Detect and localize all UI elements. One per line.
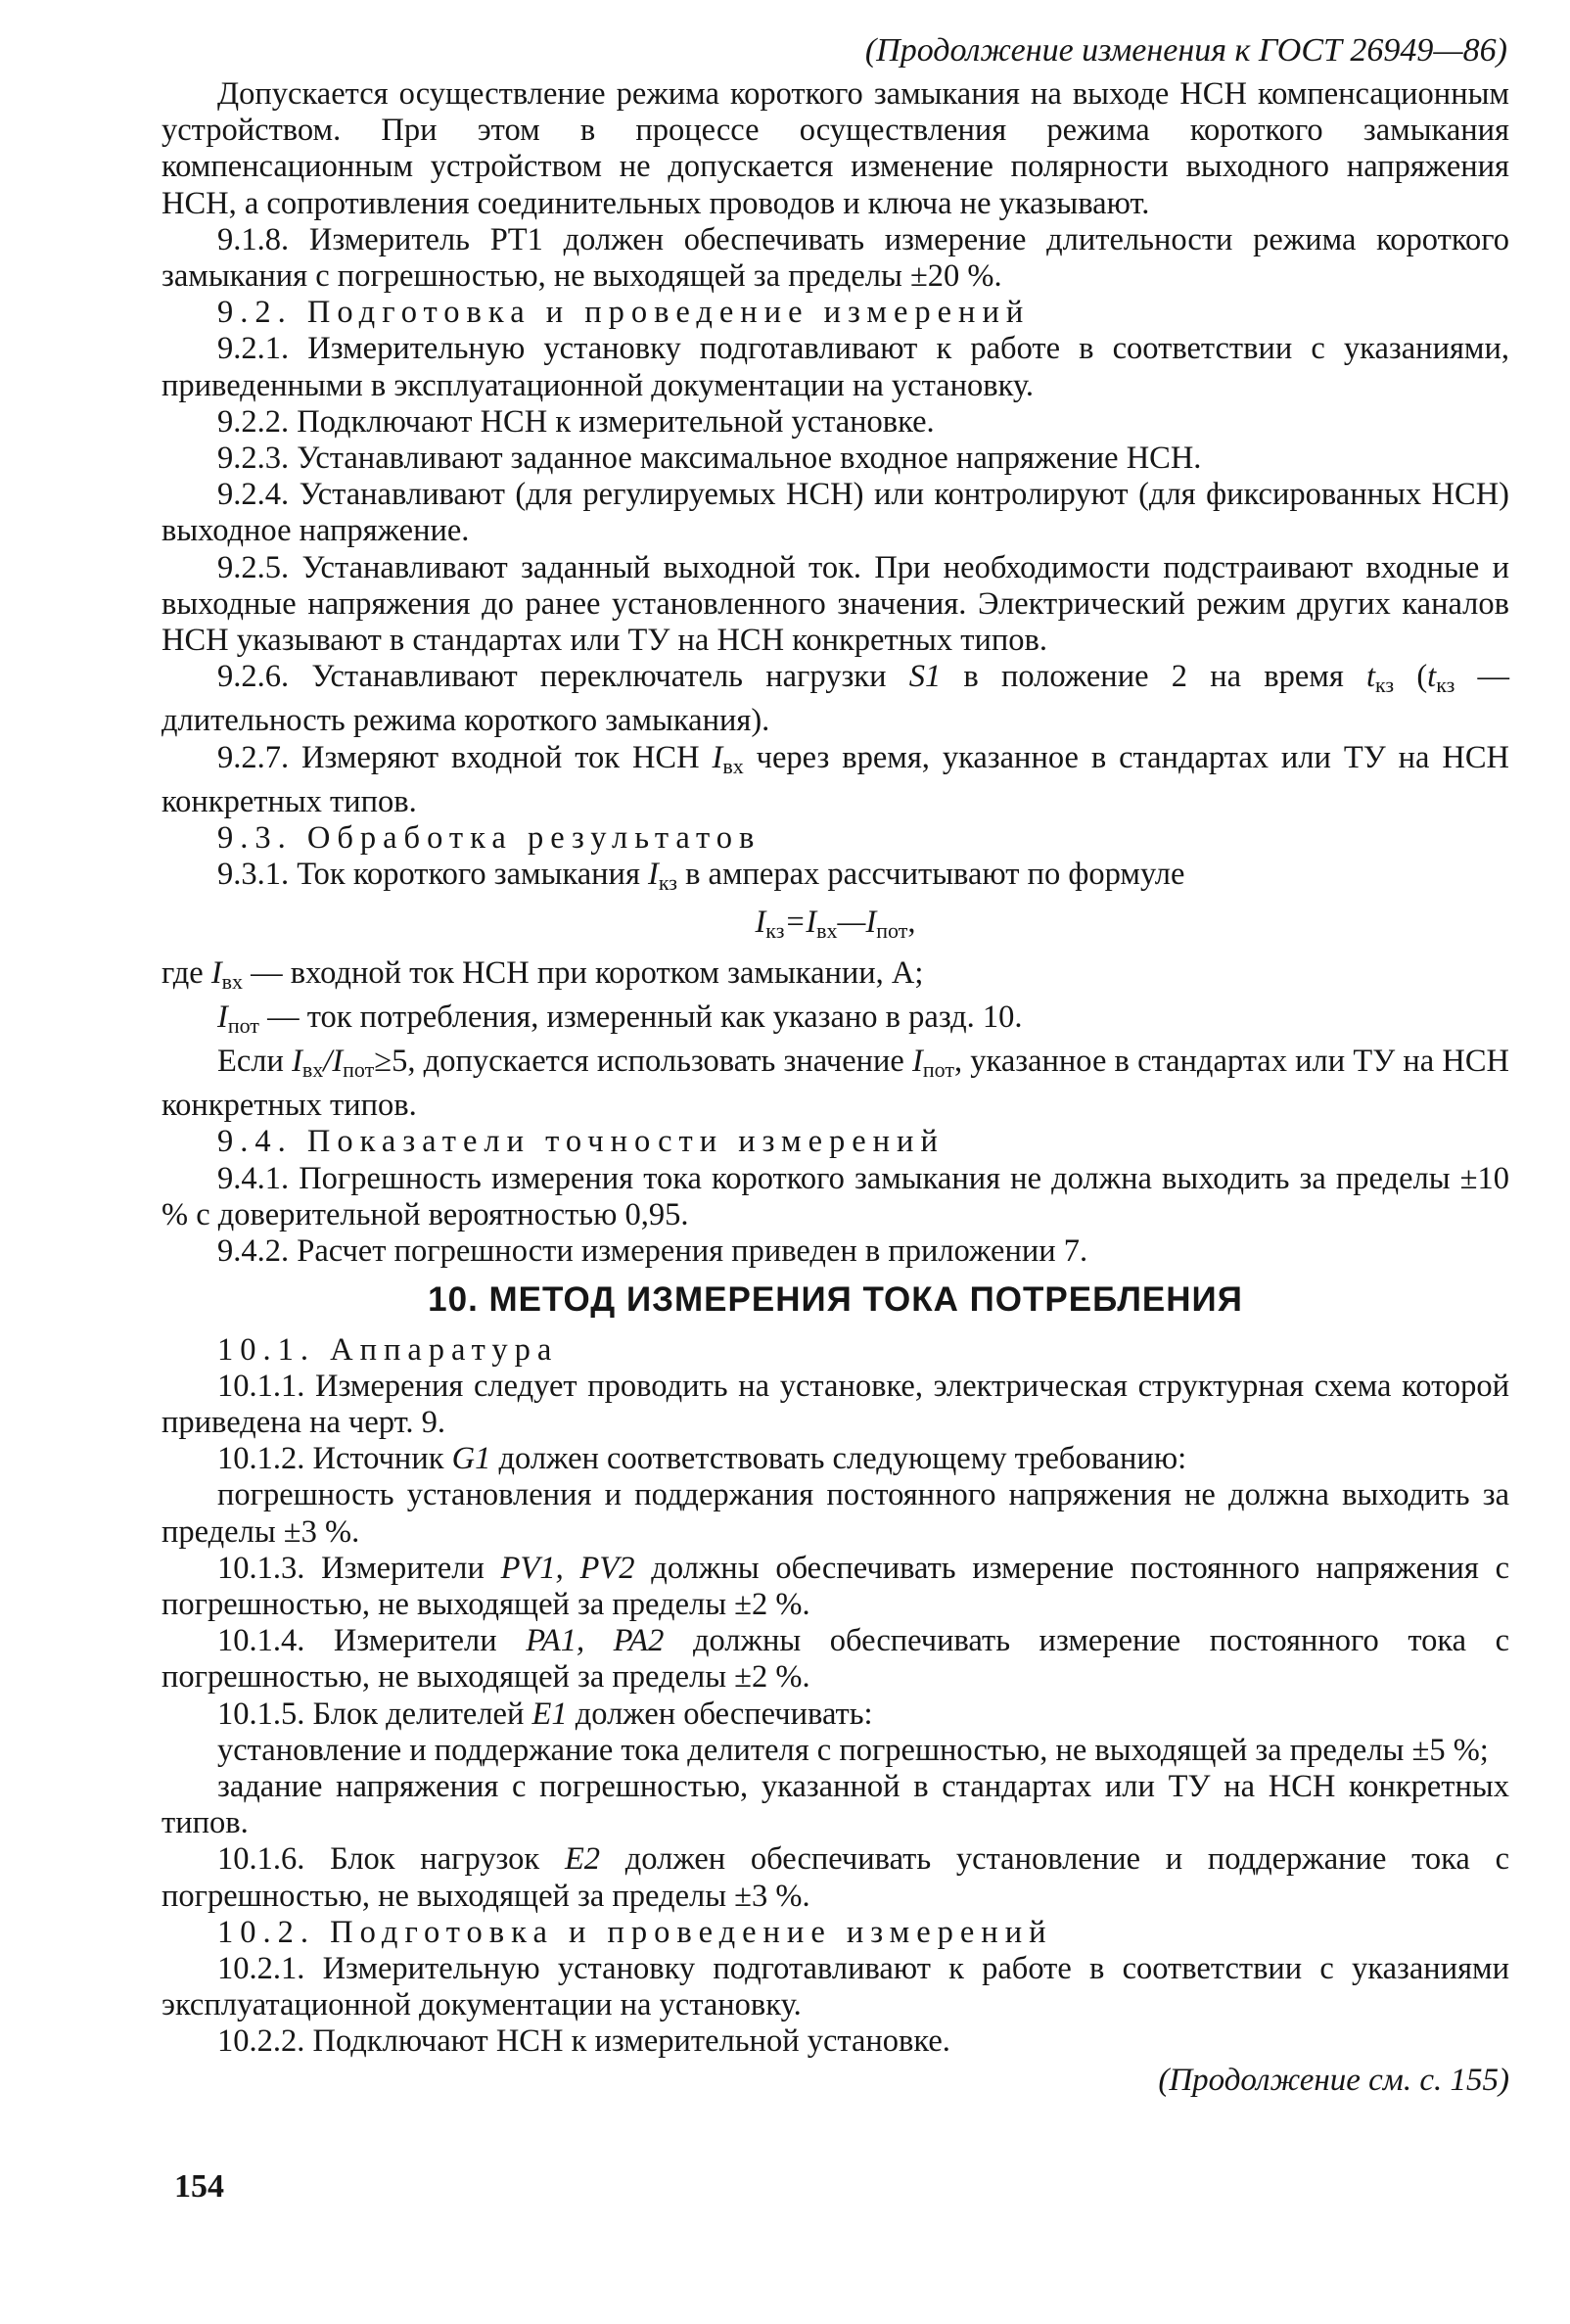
section-9-4-heading: 9.4. Показатели точности измерений xyxy=(217,1124,945,1160)
page-number: 154 xyxy=(174,2168,224,2205)
clause-9-1-8: 9.1.8. Измеритель PT1 должен обеспечивать измерение длительности режима короткого замыкания с погрешностью, не выходящей за пределы ±20 %. xyxy=(162,221,1509,295)
formula-legend-1: где $I_{вх}$ — входной ток НСН при коротком замыкании, А; xyxy=(162,954,924,994)
clause-10-2-1: 10.2.1. Измерительную установку подготавливают к работе в соответствии с указаниями эксплуатационной документации на установку. xyxy=(162,1950,1509,2023)
clause-9-4-1: 9.4.1. Погрешность измерения тока короткого замыкания не должна выходить за пределы ±10 % с доверительной вероятностью 0,95. xyxy=(162,1160,1509,1232)
formula-legend-2: $I_{пот}$ — ток потребления, измеренный как указано в разд. 10. xyxy=(217,999,1023,1038)
clause-9-2-2: 9.2.2. Подключают НСН к измерительной установке. xyxy=(217,403,935,440)
section-10-2-heading: 10.2. Подготовка и проведение измерений xyxy=(217,1914,1053,1950)
continuation-note: (Продолжение см. с. 155) xyxy=(1158,2062,1509,2098)
clause-9-4-2: 9.4.2. Расчет погрешности измерения приведен в приложении 7. xyxy=(217,1233,1088,1270)
clause-9-2-3: 9.2.3. Устанавливают заданное максимальное входное напряжение НСН. xyxy=(217,441,1202,477)
clause-9-2-1: 9.2.1. Измерительную установку подготавливают к работе в соответствии с указаниями, приведенными в эксплуатационной документации на установку. xyxy=(162,331,1509,403)
clause-10-1-5: 10.1.5. Блок делителей E1 должен обеспечивать: xyxy=(217,1696,873,1732)
clause-10-1-3: 10.1.3. Измерители PV1, PV2 должны обеспечивать измерение постоянного напряжения с погрешностью, не выходящей за пределы ±2 %. xyxy=(162,1550,1510,1622)
clause-9-2-5: 9.2.5. Устанавливают заданный выходной ток. При необходимости подстраивают входные и выходные напряжения до ранее установленного значения. Электрический режим других каналов НСН указывают в стандартах или ТУ на НСН конкретных типов. xyxy=(162,549,1509,659)
section-9-2-heading: 9.2. Подготовка и проведение измерений xyxy=(217,295,1031,331)
section-10-title: 10. МЕТОД ИЗМЕРЕНИЯ ТОКА ПОТРЕБЛЕНИЯ xyxy=(428,1280,1243,1320)
paragraph-ratio-condition: Если $I_{вх}/I_{пот}\ge 5$, допускается использовать значение $I_{пот}$, указанное в стандартах или ТУ на НСН конкретных типов. xyxy=(162,1044,1510,1124)
requirement-voltage-setting: задание напряжения с погрешностью, указанной в стандартах или ТУ на НСН конкретных типов. xyxy=(162,1768,1509,1841)
clause-9-2-7: 9.2.7. Измеряют входной ток НСН $I_{вх}$ через время, указанное в стандартах или ТУ на НСН конкретных типов. xyxy=(162,739,1509,819)
clause-10-1-4: 10.1.4. Измерители PA1, PA2 должны обеспечивать измерение постоянного тока с погрешностью, не выходящей за пределы ±2 %. xyxy=(162,1623,1510,1696)
paragraph: Допускается осуществление режима короткого замыкания на выходе НСН компенсационным устройством. При этом в процессе осуществления режима короткого замыкания компенсационным устройством не допускается изменение полярности выходного напряжения НСН, а сопротивления соединительных проводов и ключа не указывают. xyxy=(162,76,1509,221)
clause-9-3-1: 9.3.1. Ток короткого замыкания $I_{кз}$ в амперах рассчитывают по формуле xyxy=(217,857,1185,896)
clause-10-2-2: 10.2.2. Подключают НСН к измерительной установке. xyxy=(217,2023,950,2060)
clause-10-1-1: 10.1.1. Измерения следует проводить на установке, электрическая структурная схема которой приведена на черт. 9. xyxy=(162,1368,1509,1440)
section-10-1-heading: 10.1. Аппаратура xyxy=(217,1331,559,1368)
section-9-3-heading: 9.3. Обработка результатов xyxy=(217,820,762,857)
requirement-voltage: погрешность установления и поддержания постоянного напряжения не должна выходить за пределы ±3 %. xyxy=(162,1477,1509,1550)
clause-9-2-4: 9.2.4. Устанавливают (для регулируемых НСН) или контролируют (для фиксированных НСН) выходное напряжение. xyxy=(162,477,1509,549)
formula: $I_{кз}=I_{вх}—I_{пот}$, xyxy=(755,905,916,944)
requirement-divider-current: установление и поддержание тока делителя с погрешностью, не выходящей за пределы ±5 %; xyxy=(217,1732,1489,1768)
clause-10-1-2: 10.1.2. Источник G1 должен соответствовать следующему требованию: xyxy=(217,1441,1187,1477)
clause-9-2-6: 9.2.6. Устанавливают переключатель нагрузки S1 в положение 2 на время $t_{кз}$ ($t_{кз}$ — длительность режима короткого замыкания). xyxy=(162,659,1509,739)
running-header: (Продолжение изменения к ГОСТ 26949—86) xyxy=(864,32,1507,69)
clause-10-1-6: 10.1.6. Блок нагрузок E2 должен обеспечивать установление и поддержание тока с погрешностью, не выходящей за пределы ±3 %. xyxy=(162,1841,1509,1914)
